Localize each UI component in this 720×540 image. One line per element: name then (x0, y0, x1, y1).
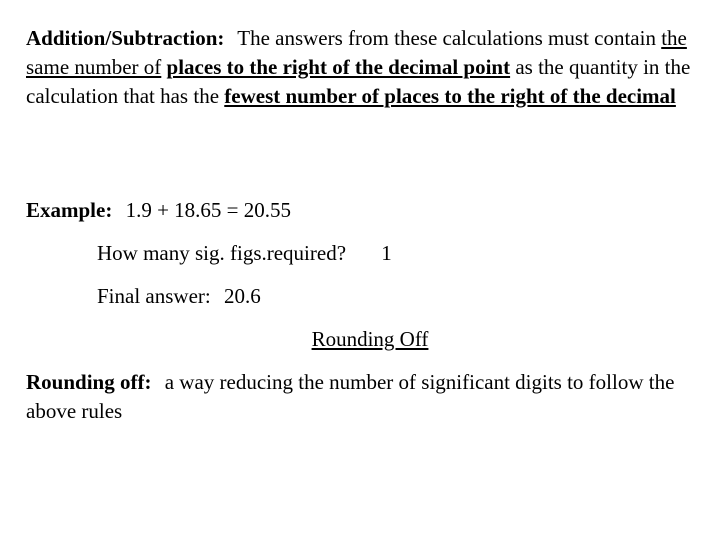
rounding-heading-text: Rounding Off (311, 327, 429, 351)
intro-emphasis-decimal-point: places to the right of the decimal point (166, 55, 511, 79)
sig-figs-question-line (97, 239, 697, 268)
sig-figs-answer: 1 (381, 241, 392, 265)
final-answer-label: Final answer: (97, 284, 211, 308)
intro-text-2: as the quantity in the calculation that has the (26, 55, 691, 108)
intro-text-1: The answers from these calculations must contain (237, 26, 656, 50)
intro-underlined-phrase: the same number of (26, 26, 687, 79)
rounding-heading (0, 325, 720, 354)
intro-emphasis-fewest-places: fewest number of places to the right of the decimal (224, 84, 676, 108)
rounding-term: Rounding off: (26, 370, 152, 394)
sig-figs-question: How many sig. figs.required? (97, 241, 347, 265)
term-addition-subtraction: Addition/Subtraction: (26, 26, 225, 50)
example-line (26, 196, 716, 225)
final-answer-value: 20.6 (223, 284, 261, 308)
example-label: Example: (26, 198, 113, 222)
intro-paragraph (26, 24, 716, 111)
rounding-definition-paragraph (26, 368, 716, 426)
final-answer-line (97, 282, 697, 311)
rounding-definition: a way reducing the number of significant digits to follow the above rules (26, 370, 675, 423)
example-equation: 1.9 + 18.65 = 20.55 (125, 198, 292, 222)
